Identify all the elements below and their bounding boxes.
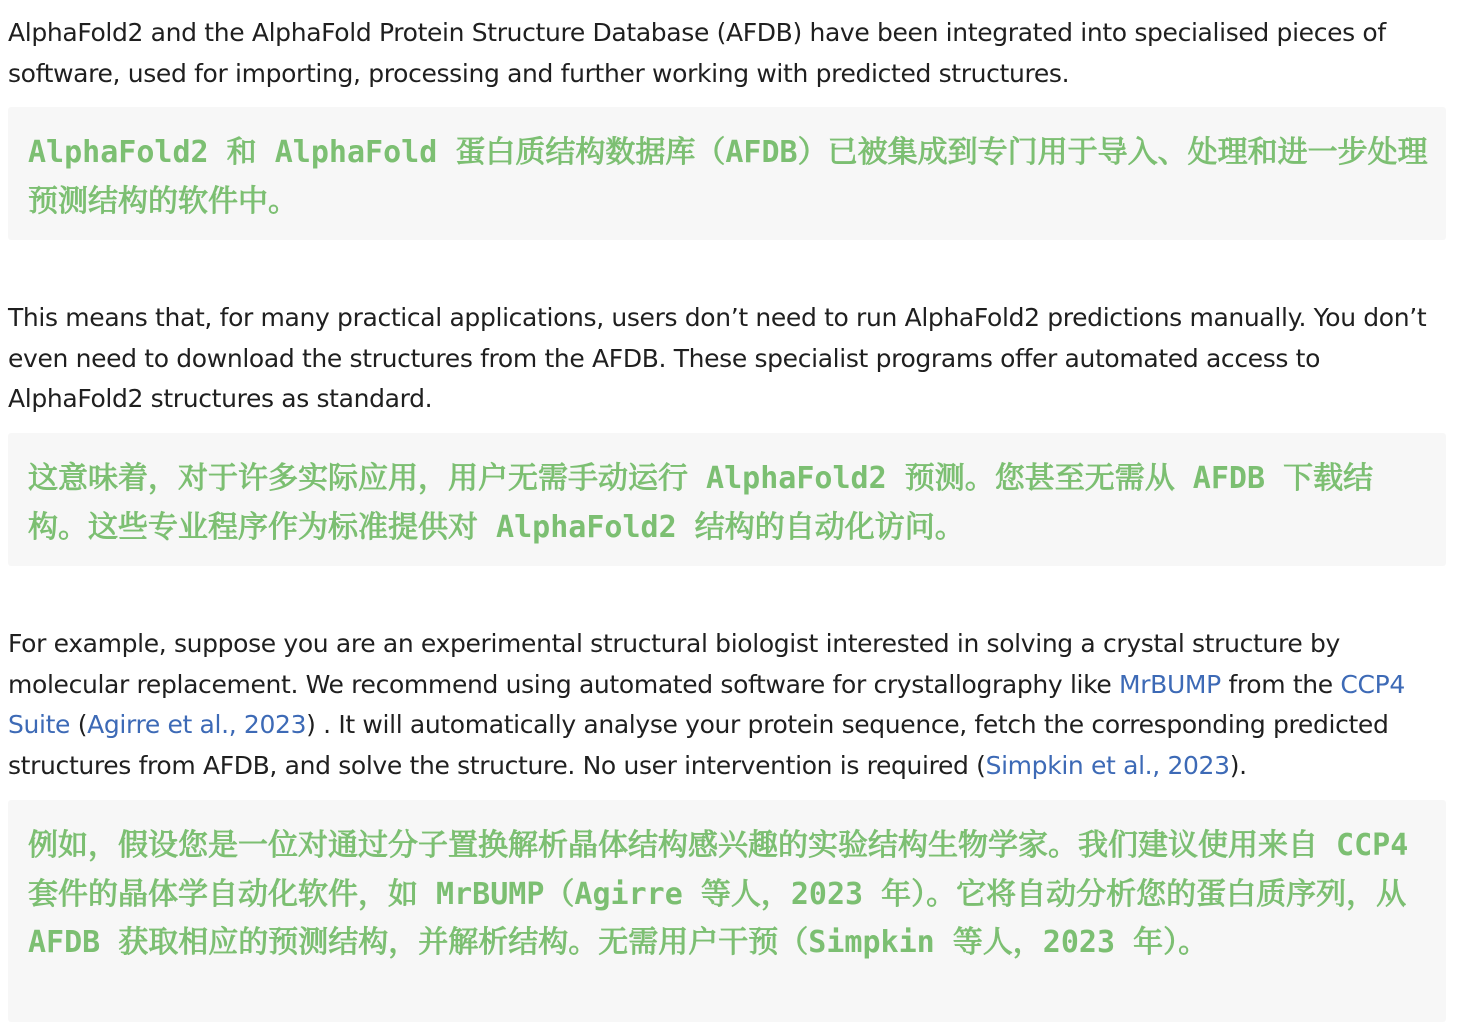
- translation-text: AlphaFold2 和 AlphaFold 蛋白质结构数据库（AFDB）已被集成到专门用于导入、处理和进一步处理预测结构的软件中。: [28, 135, 1428, 219]
- translation-text: 例如，假设您是一位对通过分子置换解析晶体结构感兴趣的实验结构生物学家。我们建议使用来自 CCP4 套件的晶体学自动化软件，如 MrBUMP（Agirre 等人，2023 年）。它将自动分析您的蛋白质序列，从 AFDB 获取相应的预测结构，并解析结构。无需用户干预（Simpkin 等人，2023 年）。: [28, 828, 1409, 960]
- translation-block-2: [8, 433, 1446, 566]
- paragraph-text: This means that, for many practical applications, users don’t need to run AlphaFold2 predictions manually. You don’t even need to download the structures from the AFDB. These specialist programs offer automated access to AlphaFold2 structures as standard.: [8, 303, 1427, 413]
- mrbump-link[interactable]: MrBUMP: [1119, 669, 1221, 699]
- translation-block-3: [8, 800, 1446, 1022]
- simpkin-citation-link[interactable]: Simpkin et al., 2023: [985, 750, 1230, 780]
- paragraph-practical-applications: [8, 298, 1453, 420]
- paragraph-molecular-replacement-example: [8, 624, 1453, 786]
- paragraph-text: (: [70, 710, 88, 739]
- paragraph-text: For example, suppose you are an experimental structural biologist interested in solving a crystal structure by molecular replacement. We recommend using automated software for crystallography like: [8, 629, 1340, 699]
- paragraph-text: AlphaFold2 and the AlphaFold Protein Structure Database (AFDB) have been integrated into specialised pieces of software, used for importing, processing and further working with predicted structures.: [8, 18, 1386, 88]
- paragraph-text: ).: [1229, 750, 1247, 780]
- translation-block-1: [8, 107, 1446, 240]
- translation-text: 这意味着，对于许多实际应用，用户无需手动运行 AlphaFold2 预测。您甚至无需从 AFDB 下载结构。这些专业程序作为标准提供对 AlphaFold2 结构的自动化访问。: [28, 461, 1374, 545]
- agirre-citation-link[interactable]: Agirre et al., 2023: [87, 710, 307, 739]
- paragraph-afdb-integration: [8, 13, 1453, 94]
- ccp4-suite-link[interactable]: CCP4 Suite: [8, 669, 1405, 739]
- paragraph-text: from the: [1220, 669, 1341, 699]
- paragraph-text: ) . It will automatically analyse your protein sequence, fetch the corresponding predicted structures from AFDB, and solve the structure. No user intervention is required (: [8, 710, 1389, 780]
